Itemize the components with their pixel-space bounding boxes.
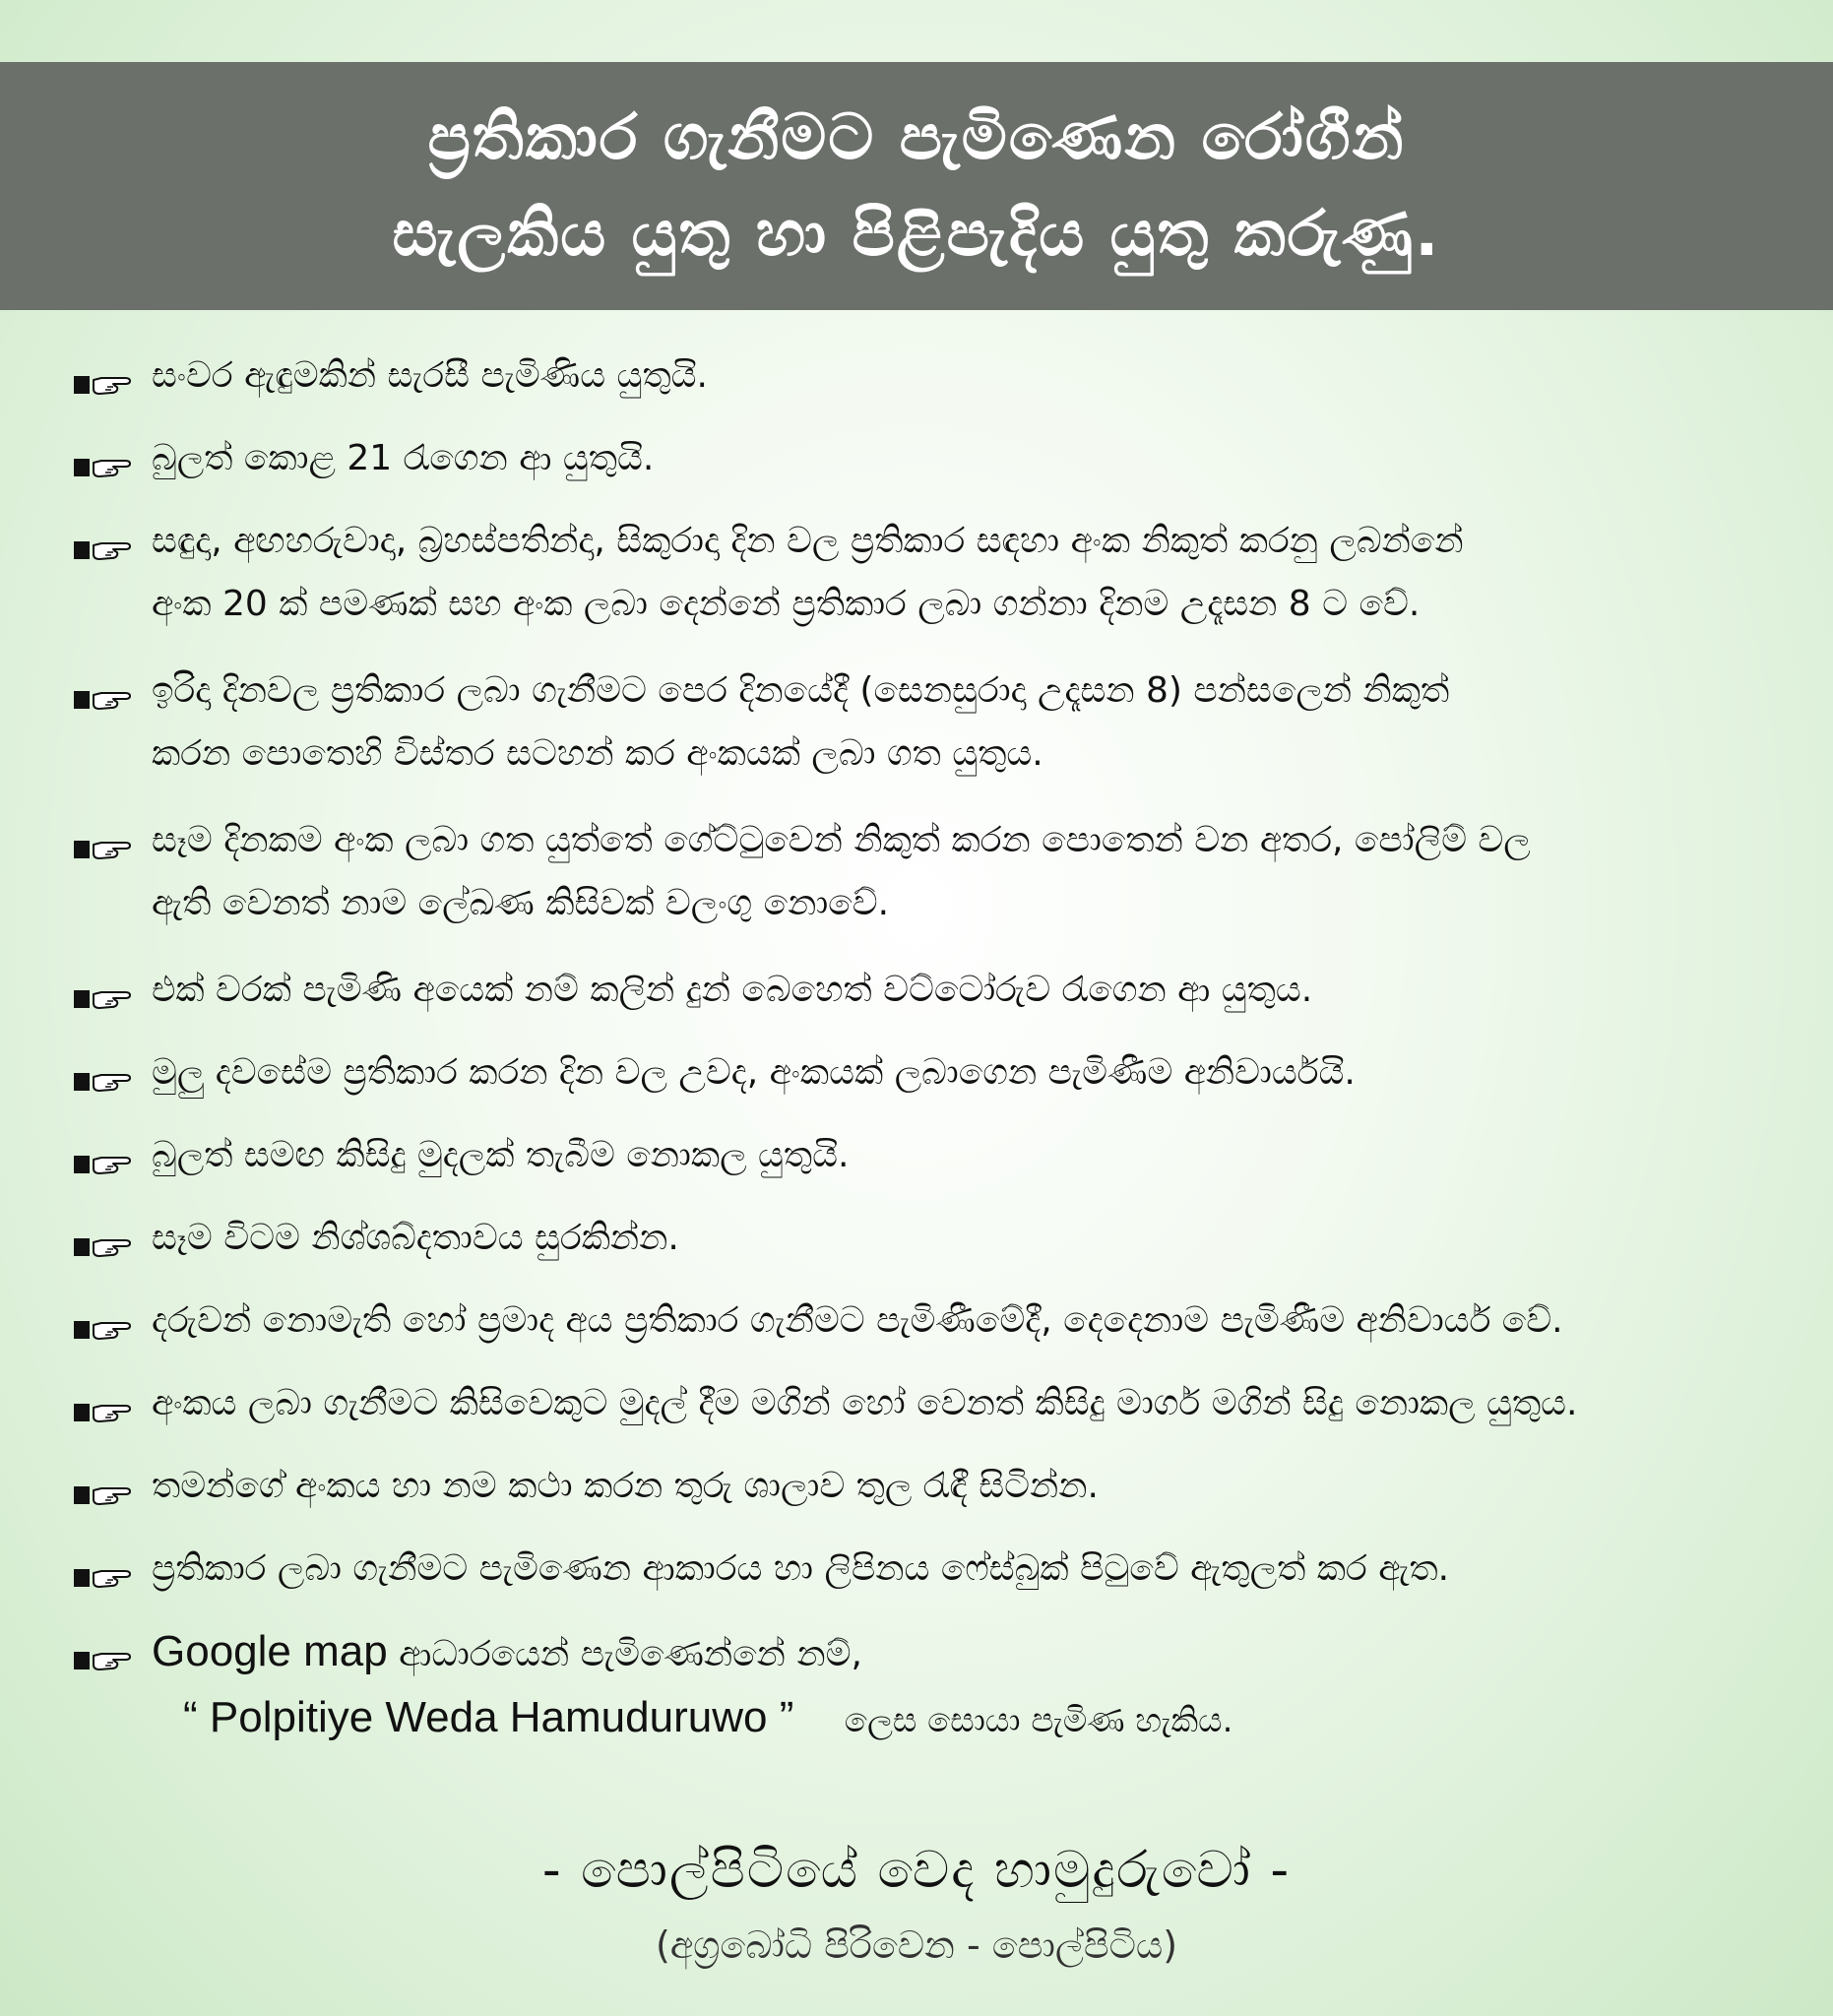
place-name-text: “ Polpitiye Weda Hamuduruwo ” xyxy=(183,1693,794,1741)
list-item-text: ප්‍රතිකාර ලබා ගැනීමට පැමිණෙන ආකාරය හා ලිපිනය ෆේස්බුක් පිටුවේ ඇතුලත් කර ඇත. xyxy=(152,1548,1450,1589)
list-item xyxy=(74,510,1806,636)
pointing-hand-icon xyxy=(74,536,135,563)
list-item xyxy=(74,427,1806,490)
title-banner xyxy=(0,62,1833,310)
google-map-text: Google map xyxy=(152,1627,388,1675)
list-item-text: ඉරිදා දිනවල ප්‍රතිකාර ලබා ගැනීමට පෙර දිනයේදී (සෙනසුරාදා උදෑසන 8) පන්සලෙන් නිකුත් xyxy=(152,670,1450,711)
pointing-hand-icon xyxy=(74,1067,135,1095)
pointing-hand-icon xyxy=(74,1646,135,1673)
pointing-hand-icon xyxy=(74,984,135,1012)
list-item-text: තමන්ගේ අංකය හා නම කථා කරන තුරු ශාලාව තුල රැඳී සිටින්න. xyxy=(152,1466,1099,1506)
list-item-text: සඳුදා, අඟහරුවාදා, බ්‍රහස්පතින්දා, සිකුරාදා දින වල ප්‍රතිකාර සඳහා අංක නිකුත් කරනු ලබන්නේ xyxy=(152,521,1464,561)
pointing-hand-icon xyxy=(74,1563,135,1591)
list-item-text-continued: ඇති වෙනත් නාම ලේඛණ කිසිවක් වලංගු නොවේ. xyxy=(152,883,890,923)
list-item-text: අංකය ලබා ගැනීමට කිසිවෙකුට මුදල් දීම මගින් හෝ වෙනත් කිසිදු මාර්ග මගින් සිදු නොකල යුතුය. xyxy=(152,1383,1578,1423)
maps-suffix-text: ලෙස සොයා පැමිණ හැකිය. xyxy=(844,1701,1233,1740)
list-item-text: එක් වරක් පැමිණි අයෙක් නම් කලින් දුන් බෙහෙත් වට්ටෝරුව රැගෙන ආ යුතුය. xyxy=(152,970,1313,1010)
list-item-text: සෑම විටම නිශ්ශබ්දතාවය සුරකින්න. xyxy=(152,1218,679,1258)
signature-name: - පොල්පිටියේ වෙද හාමුදුරුවෝ - xyxy=(541,1841,1292,1900)
list-item xyxy=(74,1124,1806,1187)
pointing-hand-icon xyxy=(74,1315,135,1343)
pointing-hand-icon xyxy=(74,1150,135,1177)
list-item xyxy=(74,809,1806,935)
maps-line-2 xyxy=(152,1686,1806,1752)
list-item-text: සංවර ඇඳුමකින් සැරසී පැමිණිය යුතුයි. xyxy=(152,355,708,396)
signature-place: (අග්‍රබෝධි පිරිවෙන - පොල්පිටිය) xyxy=(655,1923,1178,1967)
maps-sinhala-text: ආධාරයෙන් පැමිණෙන්නේ නම්, xyxy=(399,1634,862,1674)
pointing-hand-icon xyxy=(74,453,135,480)
pointing-hand-icon xyxy=(74,370,135,398)
list-item-text: බුලත් සමඟ කිසිදු මුදලක් තැබීම නොකල යුතුයි. xyxy=(152,1135,850,1175)
maps-line-1 xyxy=(152,1620,1806,1686)
pointing-hand-icon xyxy=(74,685,135,713)
list-item-text-continued: අංක 20 ක් පමණක් සහ අංක ලබා දෙන්නේ ප්‍රතිකාර ලබා ගන්නා දිනම උදෑසන 8 ට වේ. xyxy=(152,584,1421,624)
list-item-text: සෑම දිනකම අංක ලබා ගත යුත්තේ ගේට්ටුවෙන් නිකුත් කරන පොතෙන් වන අතර, පෝලිම් වල xyxy=(152,820,1531,860)
notice-list xyxy=(74,345,1806,1776)
pointing-hand-icon xyxy=(74,1232,135,1260)
list-item xyxy=(74,1207,1806,1270)
list-item xyxy=(74,1538,1806,1601)
list-item xyxy=(74,660,1806,786)
list-item xyxy=(74,1041,1806,1104)
pointing-hand-icon xyxy=(74,835,135,862)
list-item-text-continued: කරන පොතෙහි විස්තර සටහන් කර අංකයක් ලබා ගත යුතුය. xyxy=(152,733,1043,774)
pointing-hand-icon xyxy=(74,1480,135,1508)
list-item-text: දරුවන් නොමැති හෝ ප්‍රමාද අය ප්‍රතිකාර ගැනීමට පැමිණීමේදී, දෙදෙනාම පැමිණීම අනිවාර්ය වේ. xyxy=(152,1300,1563,1341)
list-item-text: මුලු දවසේම ප්‍රතිකාර කරන දින වල උවද, අංකයක් ලබාගෙන පැමිණීම අනිවාර්යයි. xyxy=(152,1052,1356,1093)
maps-list-item xyxy=(74,1620,1806,1752)
list-item xyxy=(74,1290,1806,1353)
pointing-hand-icon xyxy=(74,1398,135,1425)
list-item xyxy=(74,345,1806,408)
list-item xyxy=(74,959,1806,1022)
title-line-1: ප්‍රතිකාර ගැනීමට පැමිණෙන රෝගීන් xyxy=(427,101,1406,174)
list-item xyxy=(74,1455,1806,1518)
title-line-2: සැලකිය යුතු හා පිළිපැදිය යුතු කරුණු. xyxy=(392,198,1441,271)
list-item-text: බුලත් කොළ 21 රැගෙන ආ යුතුයි. xyxy=(152,438,655,478)
list-item xyxy=(74,1372,1806,1435)
